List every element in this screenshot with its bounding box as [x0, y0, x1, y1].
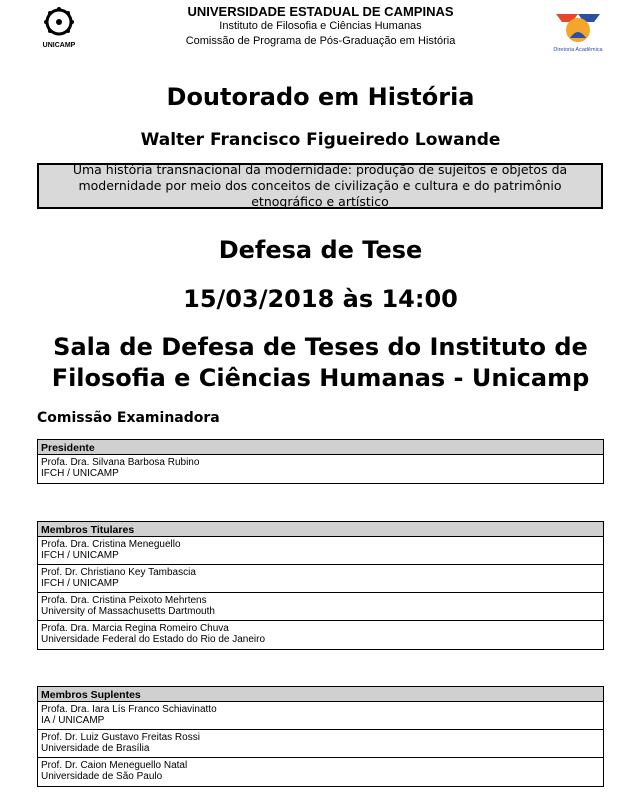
thesis-title: Uma história transnacional da modernidade: produção de sujeitos e objetos da modernidade por meio dos conceitos de civilização e cultura e do patrimônio etnográfico e artístico — [72, 162, 568, 209]
institute-name: Instituto de Filosofia e Ciências Humanas — [219, 20, 422, 32]
panel-title: Presidente — [38, 440, 603, 455]
member-name: Prof. Dr. Luiz Gustavo Freitas Rossi — [41, 732, 200, 743]
member-affiliation: IFCH / UNICAMP — [41, 468, 119, 479]
panel-presidente — [37, 439, 604, 484]
member-row — [38, 565, 603, 593]
event-location: Sala de Defesa de Teses do Instituto de Filosofia e Ciências Humanas - Unicamp — [51, 333, 590, 392]
member-row — [38, 758, 603, 786]
member-row — [38, 455, 603, 483]
member-row — [38, 537, 603, 565]
member-name: Profa. Dra. Cristina Peixoto Mehrtens — [41, 595, 207, 606]
member-affiliation: IFCH / UNICAMP — [41, 550, 119, 561]
header-text — [150, 4, 491, 49]
member-affiliation: University of Massachusetts Dartmouth — [41, 606, 215, 617]
member-row — [38, 730, 603, 758]
member-affiliation: Universidade de São Paulo — [41, 771, 163, 782]
unicamp-logo — [36, 4, 82, 50]
panel-title: Membros Titulares — [38, 522, 603, 537]
member-name: Prof. Dr. Caion Meneguello Natal — [41, 760, 188, 771]
event-title: Defesa de Tese — [218, 236, 423, 264]
dac-logo — [548, 8, 608, 54]
committee-heading: Comissão Examinadora — [37, 410, 220, 426]
university-name: UNIVERSIDADE ESTADUAL DE CAMPINAS — [187, 4, 454, 19]
event-datetime: 15/03/2018 às 14:00 — [183, 285, 458, 313]
member-name: Prof. Dr. Christiano Key Tambascia — [41, 567, 196, 578]
member-affiliation: IFCH / UNICAMP — [41, 578, 119, 589]
member-name: Profa. Dra. Iara Lís Franco Schiavinatto — [41, 704, 217, 715]
page-header — [0, 0, 641, 58]
member-name: Profa. Dra. Cristina Meneguello — [41, 539, 181, 550]
member-row — [38, 593, 603, 621]
member-name: Profa. Dra. Silvana Barbosa Rubino — [41, 457, 200, 468]
member-row — [38, 702, 603, 730]
program-title: Doutorado em História — [166, 83, 475, 111]
member-affiliation: Universidade Federal do Estado do Rio de Janeiro — [41, 634, 266, 645]
panel-membros-titulares — [37, 521, 604, 650]
dac-logo-text: Diretoria Acadêmica — [553, 47, 603, 53]
unicamp-logo-text: UNICAMP — [42, 42, 76, 49]
commission-name: Comissão de Programa de Pós-Graduação em História — [185, 35, 456, 47]
member-affiliation: Universidade de Brasília — [41, 743, 150, 754]
member-row — [38, 621, 603, 649]
member-name: Profa. Dra. Marcia Regina Romeiro Chuva — [41, 623, 229, 634]
author-name: Walter Francisco Figueiredo Lowande — [140, 130, 501, 150]
member-affiliation: IA / UNICAMP — [41, 715, 105, 726]
thesis-title-box — [37, 163, 603, 209]
panel-membros-suplentes — [37, 686, 604, 787]
panel-title: Membros Suplentes — [38, 687, 603, 702]
